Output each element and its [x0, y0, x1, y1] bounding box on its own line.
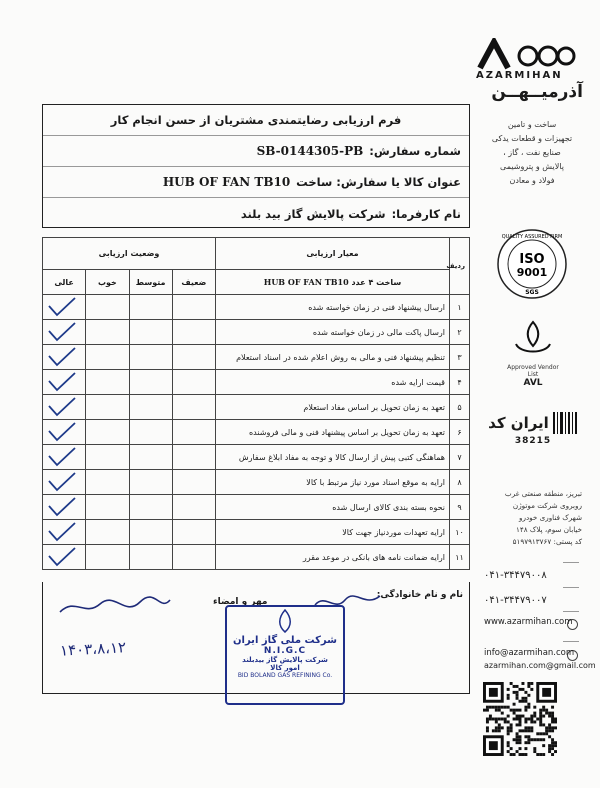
row-number: ۵ [450, 395, 470, 420]
rating-cell [129, 420, 172, 445]
col-criteria-header: معیار ارزیابی [216, 238, 450, 270]
table-row [43, 420, 470, 445]
scale-average: متوسط [129, 270, 172, 295]
barcode-icon [552, 410, 578, 436]
row-criterion: ارایه به موقع اسناد مورد نیاز مرتبط با کالا [216, 470, 450, 495]
checkmark-icon [46, 521, 78, 543]
checkmark-icon [46, 321, 78, 343]
table-row [43, 395, 470, 420]
table-row [43, 520, 470, 545]
rating-cell [129, 495, 172, 520]
rating-cell [172, 395, 215, 420]
company-description: ساخت و تامین تجهیزات و قطعات یدکی صنایع نفت ، گاز ، پالایش و پتروشیمی فولاد و معادن [491, 120, 573, 185]
rating-cell [43, 295, 86, 320]
qr-code-icon [483, 682, 557, 756]
rating-cell [172, 470, 215, 495]
divider [563, 641, 579, 642]
checkmark-icon [46, 346, 78, 368]
brand-persian: آذرمیــهــن [491, 82, 583, 102]
item-row [43, 167, 469, 198]
divider [563, 587, 579, 588]
company-address: تبریز، منطقه صنعتی غرب روبروی شرکت موتوژن شهرک فناوری خودرو خیابان سوم، پلاک ۱۴۸ کد پستی: ۵۱۹۷۹۱۳۷۶۷ [504, 489, 582, 546]
rating-cell [172, 520, 215, 545]
iso-9001-badge-icon [496, 228, 568, 300]
sig-name-label: نام و نام خانوادگی: [376, 590, 463, 600]
scale-excellent: عالی [43, 270, 86, 295]
checkmark-icon [46, 296, 78, 318]
table-row [43, 495, 470, 520]
order-label: شماره سفارش: [369, 144, 461, 158]
rating-cell [172, 420, 215, 445]
item-value: HUB OF FAN TB10 [162, 175, 291, 189]
rating-cell [43, 320, 86, 345]
table-row [43, 295, 470, 320]
table-header-row [43, 238, 470, 270]
rating-cell [43, 520, 86, 545]
rating-cell [129, 370, 172, 395]
rating-cell [86, 395, 129, 420]
checkmark-icon [46, 446, 78, 468]
rating-cell [43, 495, 86, 520]
col-row-header: ردیف [450, 238, 470, 295]
row-criterion: تنظیم پیشنهاد فنی و مالی به روش اعلام شده در اسناد استعلام [216, 345, 450, 370]
row-number: ۳ [450, 345, 470, 370]
checkmark-icon [46, 371, 78, 393]
svg-text:ISO: ISO [519, 252, 545, 267]
checkmark-icon [46, 396, 78, 418]
rating-cell [172, 320, 215, 345]
rating-cell [86, 520, 129, 545]
divider [563, 562, 579, 563]
rating-cell [129, 395, 172, 420]
rating-cell [129, 295, 172, 320]
table-row [43, 320, 470, 345]
table-row [43, 470, 470, 495]
table-row [43, 345, 470, 370]
phone-2: ۰۴۱-۳۴۴۷۹۰۰۷ [484, 595, 547, 606]
rating-cell [43, 545, 86, 570]
rating-cell [86, 420, 129, 445]
order-value: SB-0144305-PB [256, 144, 364, 158]
rating-cell [86, 545, 129, 570]
employer-label: نام کارفرما: [391, 206, 461, 221]
svg-text:QUALITY ASSURED FIRM: QUALITY ASSURED FIRM [501, 234, 563, 240]
email-info: info@azarmihan.com [484, 648, 575, 658]
scale-good: خوب [86, 270, 129, 295]
rating-cell [43, 395, 86, 420]
svg-text:9001: 9001 [516, 266, 548, 279]
evaluation-table [42, 237, 470, 570]
handwritten-signature-left [55, 592, 175, 622]
brand-latin: AZARMIHAN [476, 70, 563, 81]
rating-cell [86, 470, 129, 495]
website: www.azarmihan.com [484, 617, 573, 627]
row-criterion: ارایه تعهدات موردنیاز جهت کالا [216, 520, 450, 545]
rating-cell [129, 345, 172, 370]
scale-weak: ضعیف [172, 270, 215, 295]
row-number: ۱۰ [450, 520, 470, 545]
rating-cell [86, 345, 129, 370]
rating-cell [129, 320, 172, 345]
row-number: ۱۱ [450, 545, 470, 570]
handwritten-date: ۱۴۰۳،۸،۱۲ [59, 638, 127, 660]
svg-text:SGS: SGS [525, 289, 539, 296]
checkmark-icon [46, 471, 78, 493]
row-number: ۴ [450, 370, 470, 395]
divider [563, 611, 579, 612]
irancode-badge: ایران کد 38215 [488, 410, 578, 446]
rating-cell [129, 520, 172, 545]
flame-logo-icon [268, 608, 302, 634]
rating-cell [86, 370, 129, 395]
rating-cell [86, 320, 129, 345]
sub-criteria: ساخت ۴ عدد HUB OF FAN TB10 [216, 270, 450, 295]
checkmark-icon [46, 496, 78, 518]
rating-cell [86, 445, 129, 470]
azarmihan-logo-icon [476, 38, 576, 70]
employer-value: شرکت پالایش گاز بید بلند [240, 206, 386, 221]
rating-cell [129, 445, 172, 470]
item-label: عنوان کالا یا سفارش: ساخت [296, 175, 461, 189]
rating-cell [43, 345, 86, 370]
rating-cell [172, 295, 215, 320]
checkmark-icon [46, 421, 78, 443]
rating-cell [172, 545, 215, 570]
row-number: ۲ [450, 320, 470, 345]
rating-cell [43, 420, 86, 445]
table-subheader-row [43, 270, 470, 295]
company-stamp: شرکت ملی گاز ایران N.I.G.C شرکت پالایش گاز بیدبلند امور کالا BID BOLAND GAS REFINING Co. [225, 605, 345, 705]
avl-emblem-icon [508, 320, 558, 360]
row-criterion: قیمت ارایه شده [216, 370, 450, 395]
table-row [43, 545, 470, 570]
row-criterion: نحوه بسته بندی کالای ارسال شده [216, 495, 450, 520]
row-criterion: تعهد به زمان تحویل بر اساس مفاد استعلام [216, 395, 450, 420]
row-number: ۶ [450, 420, 470, 445]
employer-row [43, 198, 469, 229]
rating-cell [172, 495, 215, 520]
form-header [42, 104, 470, 228]
rating-cell [86, 495, 129, 520]
row-number: ۷ [450, 445, 470, 470]
table-row [43, 370, 470, 395]
rating-cell [43, 470, 86, 495]
rating-cell [172, 370, 215, 395]
rating-cell [172, 445, 215, 470]
row-criterion: هماهنگی کتبی پیش از ارسال کالا و توجه به مفاد ابلاغ سفارش [216, 445, 450, 470]
order-row [43, 136, 469, 167]
row-criterion: ارسال پیشنهاد فنی در زمان خواسته شده [216, 295, 450, 320]
row-criterion: ارایه ضمانت نامه های بانکی در موعد مقرر [216, 545, 450, 570]
col-status-header: وضعیت ارزیابی [43, 238, 216, 270]
checkmark-icon [46, 546, 78, 568]
rating-cell [129, 470, 172, 495]
row-number: ۸ [450, 470, 470, 495]
rating-cell [43, 445, 86, 470]
row-number: ۹ [450, 495, 470, 520]
row-criterion: ارسال پاکت مالی در زمان خواسته شده [216, 320, 450, 345]
form-title: فرم ارزیابی رضایتمندی مشتریان از حسن انجام کار [43, 105, 469, 136]
rating-cell [172, 345, 215, 370]
avl-badge: Approved Vendor List AVL [503, 320, 563, 388]
row-criterion: تعهد به زمان تحویل بر اساس پیشنهاد فنی و مالی فروشنده [216, 420, 450, 445]
phone-1: ۰۴۱-۳۴۴۷۹۰۰۸ [484, 570, 547, 581]
row-number: ۱ [450, 295, 470, 320]
sig-seal-label: مهر و امضاء [213, 597, 268, 607]
email-gmail: azarmihan.com@gmail.com [484, 661, 596, 670]
rating-cell [86, 295, 129, 320]
table-row [43, 445, 470, 470]
rating-cell [129, 545, 172, 570]
rating-cell [43, 370, 86, 395]
